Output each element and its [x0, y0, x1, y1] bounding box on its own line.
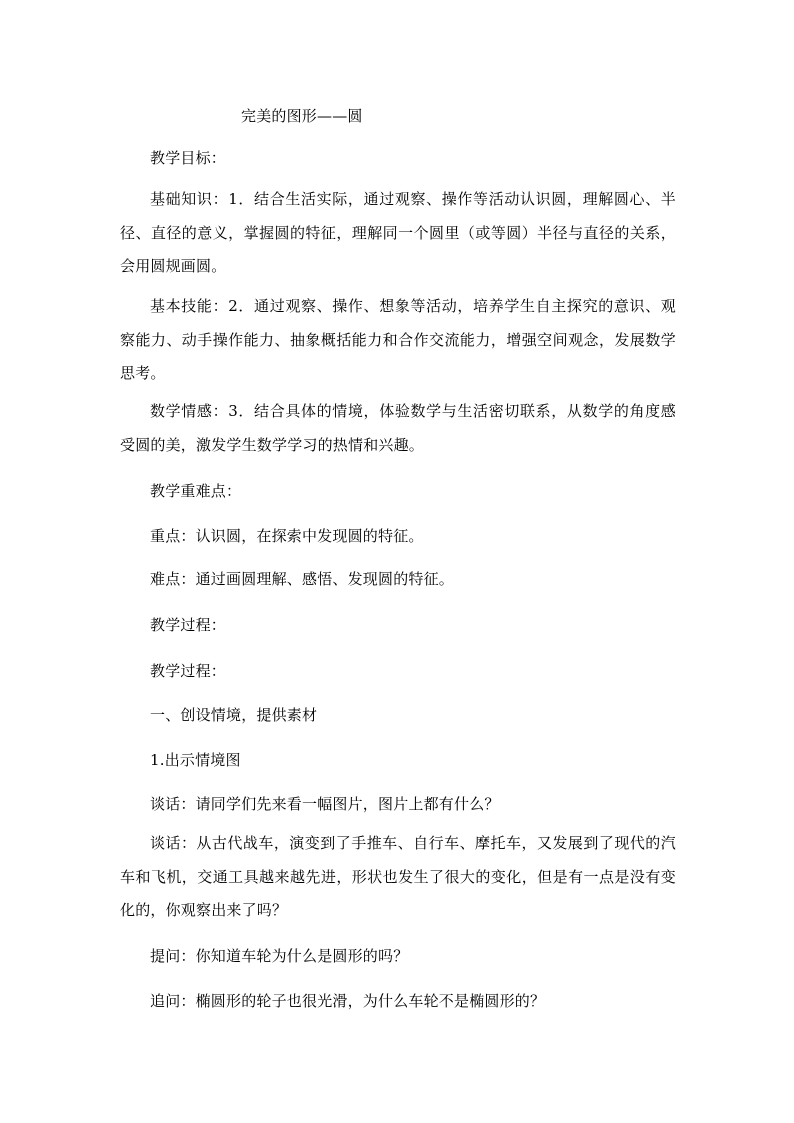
process-heading-first: 教学过程： — [150, 616, 227, 634]
follow-up-question-line: 追问：椭圆形的轮子也很光滑，为什么车轮不是椭圆形的？ — [150, 992, 546, 1010]
objective-emotion-paragraph: 数学情感：3．结合具体的情境，体验数学与生活密切联系，从数学的角度感受圆的美，激发学生数学学习的热情和兴趣。 — [120, 402, 676, 454]
process-heading-second: 教学过程： — [150, 662, 227, 680]
question-line: 提问：你知道车轮为什么是圆形的吗？ — [150, 947, 409, 965]
objective-knowledge-paragraph: 基础知识：1．结合生活实际，通过观察、操作等活动认识圆，理解圆心、半径、直径的意义，掌握圆的特征，理解同一个圆里（或等圆）半径与直径的关系，会用圆规画圆。 — [120, 190, 676, 275]
objective-skills-paragraph: 基本技能：2．通过观察、操作、想象等活动，培养学生自主探究的意识、观察能力、动手操作能力、抽象概括能力和合作交流能力，增强空间观念，发展数学思考。 — [120, 297, 676, 382]
step-one-line: 1.出示情境图 — [150, 751, 241, 769]
talk-one-line: 谈话：请同学们先来看一幅图片，图片上都有什么？ — [150, 795, 500, 813]
key-points-heading: 教学重难点： — [150, 482, 242, 500]
difficult-point-line: 难点：通过画圆理解、感悟、发现圆的特征。 — [150, 570, 455, 588]
talk-two-paragraph: 谈话：从古代战车，演变到了手推车、自行车、摩托车，又发展到了现代的汽车和飞机，交通工具越来越先进，形状也发生了很大的变化，但是有一点是没有变化的，你观察出来了吗？ — [120, 834, 676, 919]
section-one-heading: 一、创设情境，提供素材 — [150, 706, 318, 724]
document-title: 完美的图形——圆 — [241, 107, 363, 125]
key-point-line: 重点：认识圆，在探索中发现圆的特征。 — [150, 527, 424, 545]
objectives-heading: 教学目标： — [150, 149, 227, 167]
